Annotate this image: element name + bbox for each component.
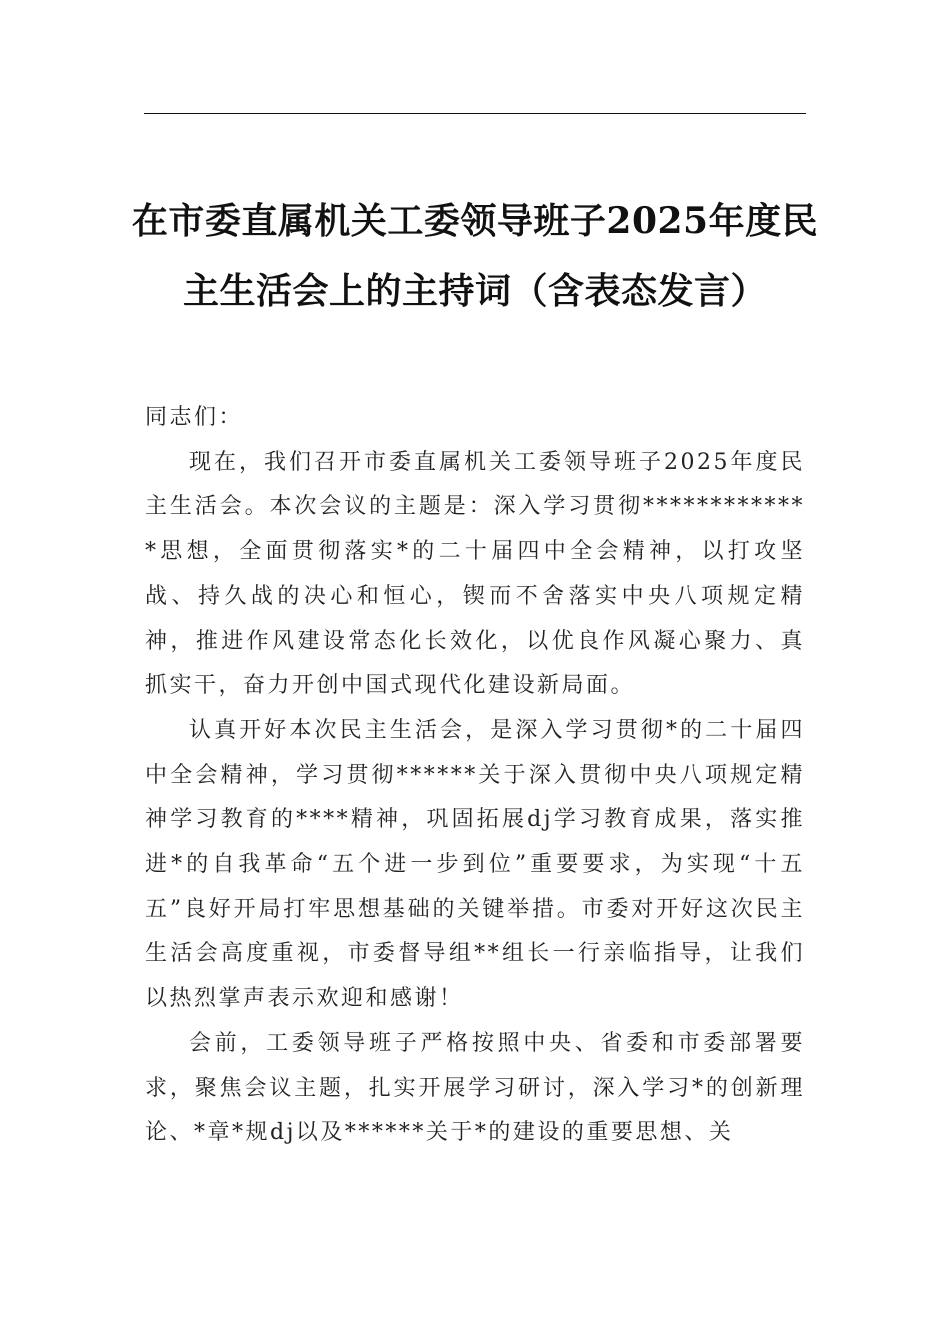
document-body <box>145 396 805 1156</box>
header-rule <box>144 113 806 114</box>
paragraph-2: 认真开好本次民主生活会，是深入学习贯彻*的二十届四中全会精神，学习贯彻******关于深入贯彻中央八项规定精神学习教育的****精神，巩固拓展dj学习教育成果，落实推进*的自我革命“五个进一步到位”重要要求，为实现“十五五”良好开局打牢思想基础的关键举措。市委对开好这次民主生活会高度重视，市委督导组**组长一行亲临指导，让我们以热烈掌声表示欢迎和感谢！ <box>145 717 805 1012</box>
paragraph-3: 会前，工委领导班子严格按照中央、省委和市委部署要求，聚焦会议主题，扎实开展学习研讨，深入学习*的创新理论、*章*规dj以及******关于*的建设的重要思想、关 <box>145 1030 805 1146</box>
title-line-1: 在市委直属机关工委领导班子2025年度民 <box>131 200 819 242</box>
salutation: 同志们： <box>145 405 244 430</box>
document-title <box>120 186 830 326</box>
paragraph-1: 现在，我们召开市委直属机关工委领导班子2025年度民主生活会。本次会议的主题是：深入学习贯彻*************思想，全面贯彻落实*的二十届四中全会精神，以打攻坚战、持久战的决心和恒心，锲而不舍落实中央八项规定精神，推进作风建设常态化长效化，以优良作风凝心聚力、真抓实干，奋力开创中国式现代化建设新局面。 <box>145 449 805 699</box>
title-line-2: 主生活会上的主持词（含表态发言） <box>182 270 767 312</box>
